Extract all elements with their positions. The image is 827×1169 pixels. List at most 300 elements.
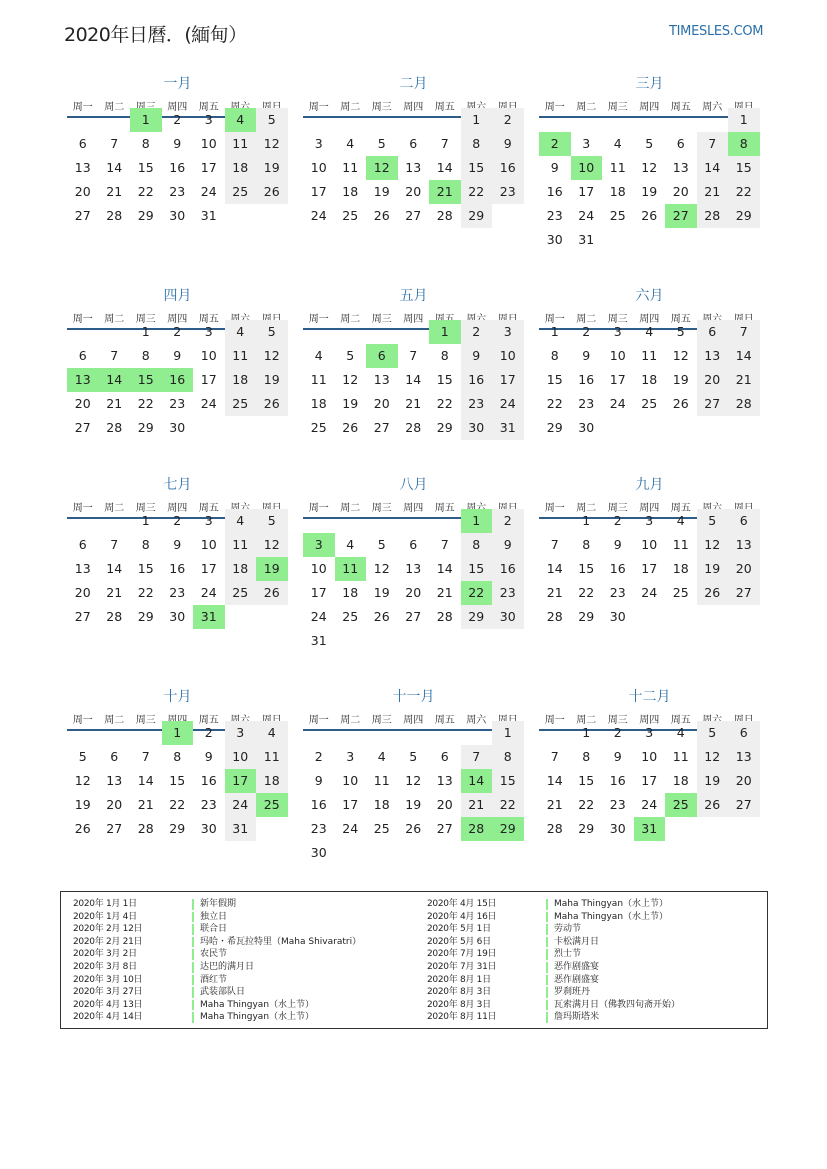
day-cell: 15 [137, 561, 154, 576]
day-cell: 9 [492, 533, 524, 557]
day-cell: 29 [546, 420, 563, 435]
day-cell: 21 [436, 585, 453, 600]
legend-row [427, 961, 757, 974]
weekday-header: 周五 [198, 503, 219, 514]
legend-color-marker [192, 924, 194, 935]
weekday-header: 周三 [135, 314, 156, 325]
day-cell: 31 [578, 232, 595, 247]
month-block [539, 686, 760, 886]
day-cell: 6 [78, 348, 87, 363]
day-cell: 4 [676, 725, 685, 740]
weekday-header: 周五 [670, 102, 691, 113]
day-cell: 24 [578, 208, 595, 223]
legend-date: 2020年 4月 15日 [427, 899, 497, 909]
legend-row [73, 936, 403, 949]
legend-holiday-name: 瓦索满月日（佛教四旬斋开始） [554, 999, 681, 1010]
day-cell: 4 [346, 537, 355, 552]
day-cell: 8 [141, 537, 150, 552]
day-cell: 6 [78, 136, 87, 151]
day-cell: 16 [169, 561, 186, 576]
holiday-day-cell: 31 [634, 817, 666, 841]
day-cell: 16 [609, 561, 626, 576]
site-link[interactable]: TIMESLES.COM [669, 24, 764, 39]
day-cell: 18 [225, 156, 257, 180]
day-cell: 15 [546, 372, 563, 387]
day-cell: 2 [582, 324, 591, 339]
legend-date: 2020年 3月 8日 [73, 962, 137, 972]
day-cell: 7 [110, 348, 119, 363]
day-cell: 19 [256, 156, 288, 180]
day-cell: 6 [728, 721, 760, 745]
day-cell: 21 [106, 396, 123, 411]
month-block [303, 73, 524, 273]
weekday-header: 周四 [167, 503, 188, 514]
day-cell: 21 [405, 396, 422, 411]
legend-holiday-name: 詹玛斯塔米 [554, 1012, 600, 1023]
legend-holiday-name: 卡松满月日 [554, 936, 600, 947]
day-cell: 22 [461, 180, 493, 204]
day-cell: 27 [106, 821, 123, 836]
day-cell: 7 [440, 537, 449, 552]
day-cell: 19 [697, 557, 729, 581]
day-cell: 10 [641, 749, 658, 764]
holiday-day-cell: 29 [492, 817, 524, 841]
day-cell: 13 [74, 160, 91, 175]
legend-holiday-name: Maha Thingyan（水上节） [200, 1012, 315, 1023]
day-cell: 29 [578, 609, 595, 624]
day-cell: 22 [492, 793, 524, 817]
day-cell: 8 [141, 136, 150, 151]
day-cell: 19 [672, 372, 689, 387]
day-cell: 6 [78, 537, 87, 552]
day-cell: 20 [405, 585, 422, 600]
legend-date: 2020年 8月 11日 [427, 1012, 497, 1023]
holiday-day-cell: 1 [162, 721, 194, 745]
day-cell: 22 [137, 396, 154, 411]
day-cell: 20 [373, 396, 390, 411]
day-cell: 18 [342, 184, 359, 199]
holiday-day-cell: 28 [461, 817, 493, 841]
day-cell: 28 [436, 208, 453, 223]
day-cell: 8 [141, 348, 150, 363]
legend-color-marker [546, 962, 548, 973]
month-name: 六月 [635, 288, 664, 304]
weekday-header: 周三 [607, 503, 628, 514]
weekday-header: 周一 [308, 314, 329, 325]
month-name: 二月 [399, 76, 428, 92]
day-cell: 25 [672, 585, 689, 600]
day-cell: 23 [169, 396, 186, 411]
day-cell: 24 [609, 396, 626, 411]
day-cell: 31 [200, 208, 217, 223]
day-cell: 26 [74, 821, 91, 836]
day-cell: 7 [440, 136, 449, 151]
day-cell: 23 [546, 208, 563, 223]
holiday-day-cell: 13 [67, 368, 99, 392]
day-cell: 21 [461, 793, 493, 817]
day-cell: 17 [200, 561, 217, 576]
legend-holiday-name: 玛哈・希瓦拉特里（Maha Shivaratri） [200, 936, 362, 947]
legend-date: 2020年 4月 13日 [73, 999, 143, 1010]
day-cell: 12 [256, 132, 288, 156]
day-cell: 26 [697, 581, 729, 605]
day-cell: 6 [697, 320, 729, 344]
day-cell: 20 [436, 797, 453, 812]
day-cell: 5 [377, 136, 386, 151]
day-cell: 14 [546, 773, 563, 788]
day-cell: 18 [310, 396, 327, 411]
legend-color-marker [192, 1000, 194, 1011]
day-cell: 2 [173, 324, 182, 339]
day-cell: 5 [645, 136, 654, 151]
legend-date: 2020年 8月 3日 [427, 999, 491, 1010]
legend-holiday-name: 农民节 [200, 949, 228, 960]
day-cell: 30 [169, 208, 186, 223]
day-cell: 14 [546, 561, 563, 576]
day-cell: 26 [641, 208, 658, 223]
day-cell: 29 [728, 204, 760, 228]
legend-row [427, 898, 757, 911]
day-cell: 8 [461, 132, 493, 156]
day-cell: 5 [256, 509, 288, 533]
day-cell: 28 [546, 821, 563, 836]
legend-date: 2020年 1月 4日 [73, 911, 137, 922]
day-cell: 27 [74, 420, 91, 435]
day-cell: 31 [225, 817, 257, 841]
legend-color-marker [192, 899, 194, 910]
day-cell: 20 [74, 585, 91, 600]
legend-holiday-name: 武装部队日 [200, 987, 246, 998]
day-cell: 15 [137, 160, 154, 175]
legend-date: 2020年 2月 21日 [73, 936, 143, 947]
day-cell: 2 [173, 112, 182, 127]
day-cell: 24 [200, 184, 217, 199]
legend-color-marker [546, 987, 548, 998]
day-cell: 13 [728, 745, 760, 769]
holiday-day-cell: 8 [728, 132, 760, 156]
day-cell: 10 [492, 344, 524, 368]
legend-holiday-name: 恶作剧盛宴 [554, 962, 600, 972]
day-cell: 20 [672, 184, 689, 199]
day-cell: 20 [697, 368, 729, 392]
day-cell: 10 [200, 537, 217, 552]
day-cell: 29 [461, 204, 493, 228]
day-cell: 15 [728, 156, 760, 180]
weekday-header: 周三 [607, 715, 628, 726]
weekday-header: 周三 [607, 314, 628, 325]
holiday-day-cell: 1 [461, 509, 493, 533]
weekday-header: 周二 [576, 503, 597, 514]
day-cell: 12 [672, 348, 689, 363]
day-cell: 13 [436, 773, 453, 788]
day-cell: 16 [492, 557, 524, 581]
legend-row [73, 986, 403, 999]
day-cell: 6 [409, 537, 418, 552]
holiday-day-cell: 15 [130, 368, 162, 392]
weekday-header: 周一 [308, 715, 329, 726]
day-cell: 29 [461, 605, 493, 629]
day-cell: 27 [74, 609, 91, 624]
day-cell: 7 [141, 749, 150, 764]
day-cell: 9 [461, 344, 493, 368]
legend-holiday-name: 恶作剧盛宴 [554, 974, 600, 985]
day-cell: 18 [609, 184, 626, 199]
day-cell: 10 [609, 348, 626, 363]
header-rule [303, 729, 524, 731]
day-cell: 3 [613, 324, 622, 339]
holiday-day-cell: 3 [303, 533, 335, 557]
day-cell: 2 [314, 749, 323, 764]
day-cell: 30 [609, 609, 626, 624]
month-block [67, 686, 288, 886]
weekday-header: 周一 [544, 503, 565, 514]
day-cell: 3 [645, 725, 654, 740]
day-cell: 9 [314, 773, 323, 788]
weekday-header: 周二 [104, 314, 125, 325]
legend-color-marker [192, 975, 194, 986]
weekday-header: 周一 [72, 314, 93, 325]
day-cell: 17 [492, 368, 524, 392]
day-cell: 3 [204, 513, 213, 528]
legend-row [427, 999, 757, 1012]
day-cell: 24 [310, 609, 327, 624]
holiday-day-cell: 2 [539, 132, 571, 156]
day-cell: 13 [373, 372, 390, 387]
month-block [539, 285, 760, 485]
legend-holiday-name: Maha Thingyan（水上节） [200, 999, 315, 1010]
day-cell: 30 [169, 609, 186, 624]
day-cell: 14 [436, 160, 453, 175]
day-cell: 1 [141, 513, 150, 528]
day-cell: 12 [373, 561, 390, 576]
day-cell: 13 [106, 773, 123, 788]
day-cell: 9 [492, 132, 524, 156]
day-cell: 21 [697, 180, 729, 204]
day-cell: 26 [256, 180, 288, 204]
weekday-header: 周二 [576, 314, 597, 325]
weekday-header: 周二 [340, 102, 361, 113]
day-cell: 30 [310, 845, 327, 860]
legend-date: 2020年 8月 3日 [427, 987, 491, 998]
day-cell: 24 [225, 793, 257, 817]
day-cell: 24 [200, 396, 217, 411]
holiday-day-cell: 31 [193, 605, 225, 629]
day-cell: 9 [173, 348, 182, 363]
day-cell: 27 [436, 821, 453, 836]
day-cell: 17 [641, 561, 658, 576]
day-cell: 27 [405, 609, 422, 624]
day-cell: 25 [373, 821, 390, 836]
month-block [303, 474, 524, 674]
legend-color-marker [546, 1012, 548, 1023]
month-name: 八月 [399, 477, 428, 493]
weekday-header: 周四 [639, 715, 660, 726]
day-cell: 11 [672, 749, 689, 764]
day-cell: 26 [672, 396, 689, 411]
legend-holiday-name: 独立日 [200, 911, 228, 922]
month-name: 一月 [163, 76, 192, 92]
day-cell: 27 [728, 581, 760, 605]
day-cell: 16 [546, 184, 563, 199]
day-cell: 1 [550, 324, 559, 339]
holiday-day-cell: 22 [461, 581, 493, 605]
day-cell: 5 [256, 320, 288, 344]
day-cell: 15 [461, 156, 493, 180]
day-cell: 17 [578, 184, 595, 199]
day-cell: 18 [256, 769, 288, 793]
day-cell: 9 [204, 749, 213, 764]
day-cell: 22 [578, 585, 595, 600]
day-cell: 10 [641, 537, 658, 552]
day-cell: 19 [256, 368, 288, 392]
day-cell: 30 [609, 821, 626, 836]
month-block [67, 285, 288, 485]
day-cell: 26 [405, 821, 422, 836]
day-cell: 25 [609, 208, 626, 223]
day-cell: 12 [256, 344, 288, 368]
holiday-day-cell: 1 [429, 320, 461, 344]
day-cell: 28 [405, 420, 422, 435]
legend-color-marker [546, 937, 548, 948]
day-cell: 17 [641, 773, 658, 788]
legend-date: 2020年 5月 1日 [427, 924, 491, 935]
weekday-header: 周四 [403, 314, 424, 325]
weekday-header: 周二 [104, 715, 125, 726]
weekday-header: 周六 [466, 715, 487, 726]
day-cell: 12 [405, 773, 422, 788]
day-cell: 24 [641, 797, 658, 812]
legend-date: 2020年 3月 2日 [73, 949, 137, 960]
legend-date: 2020年 5月 6日 [427, 936, 491, 947]
day-cell: 12 [697, 745, 729, 769]
day-cell: 18 [225, 368, 257, 392]
weekday-header: 周五 [198, 715, 219, 726]
legend-color-marker [192, 912, 194, 923]
weekday-header: 周四 [167, 102, 188, 113]
day-cell: 16 [578, 372, 595, 387]
month-block [67, 474, 288, 674]
day-cell: 14 [728, 344, 760, 368]
day-cell: 23 [492, 581, 524, 605]
day-cell: 18 [641, 372, 658, 387]
day-cell: 4 [314, 348, 323, 363]
day-cell: 13 [697, 344, 729, 368]
month-block [539, 474, 760, 674]
day-cell: 17 [310, 184, 327, 199]
day-cell: 20 [728, 769, 760, 793]
weekday-header: 周二 [340, 503, 361, 514]
legend-row [427, 911, 757, 924]
day-cell: 6 [409, 136, 418, 151]
day-cell: 3 [582, 136, 591, 151]
month-name: 十一月 [392, 689, 435, 705]
day-cell: 20 [106, 797, 123, 812]
month-name: 九月 [635, 477, 664, 493]
day-cell: 1 [728, 108, 760, 132]
day-cell: 20 [728, 557, 760, 581]
day-cell: 19 [373, 585, 390, 600]
weekday-header: 周四 [403, 102, 424, 113]
day-cell: 23 [169, 585, 186, 600]
header-rule [539, 116, 760, 118]
day-cell: 31 [492, 416, 524, 440]
day-cell: 31 [310, 633, 327, 648]
day-cell: 6 [728, 509, 760, 533]
day-cell: 27 [697, 392, 729, 416]
weekday-header: 周三 [135, 503, 156, 514]
day-cell: 25 [641, 396, 658, 411]
legend-row [73, 999, 403, 1012]
day-cell: 10 [200, 348, 217, 363]
legend-holiday-name: 酒红节 [200, 974, 228, 985]
legend-color-marker [192, 949, 194, 960]
day-cell: 23 [310, 821, 327, 836]
weekday-header: 周一 [72, 715, 93, 726]
day-cell: 11 [225, 533, 257, 557]
day-cell: 15 [578, 561, 595, 576]
day-cell: 5 [346, 348, 355, 363]
day-cell: 20 [74, 184, 91, 199]
day-cell: 24 [200, 585, 217, 600]
day-cell: 7 [110, 537, 119, 552]
day-cell: 22 [169, 797, 186, 812]
legend-holiday-name: Maha Thingyan（水上节） [554, 911, 669, 922]
legend-color-marker [546, 975, 548, 986]
day-cell: 25 [310, 420, 327, 435]
weekday-header: 周五 [670, 715, 691, 726]
day-cell: 16 [492, 156, 524, 180]
day-cell: 7 [461, 745, 493, 769]
day-cell: 28 [106, 609, 123, 624]
holiday-day-cell: 27 [665, 204, 697, 228]
day-cell: 2 [613, 513, 622, 528]
holiday-legend [60, 891, 768, 1029]
holiday-day-cell: 21 [429, 180, 461, 204]
day-cell: 15 [578, 773, 595, 788]
weekday-header: 周五 [198, 314, 219, 325]
day-cell: 5 [256, 108, 288, 132]
day-cell: 11 [225, 344, 257, 368]
legend-date: 2020年 8月 1日 [427, 974, 491, 985]
day-cell: 30 [169, 420, 186, 435]
day-cell: 4 [346, 136, 355, 151]
day-cell: 28 [106, 208, 123, 223]
day-cell: 10 [200, 136, 217, 151]
legend-color-marker [192, 937, 194, 948]
day-cell: 25 [225, 180, 257, 204]
day-cell: 25 [342, 208, 359, 223]
weekday-header: 周一 [544, 102, 565, 113]
day-cell: 29 [436, 420, 453, 435]
day-cell: 17 [200, 372, 217, 387]
page-title: 2020年日曆．(緬甸） [64, 24, 247, 46]
day-cell: 17 [200, 160, 217, 175]
day-cell: 14 [106, 160, 123, 175]
month-name: 七月 [163, 477, 192, 493]
holiday-day-cell: 10 [571, 156, 603, 180]
day-cell: 15 [492, 769, 524, 793]
day-cell: 22 [137, 184, 154, 199]
legend-row [427, 936, 757, 949]
day-cell: 28 [697, 204, 729, 228]
day-cell: 20 [74, 396, 91, 411]
day-cell: 27 [74, 208, 91, 223]
day-cell: 22 [137, 585, 154, 600]
day-cell: 7 [728, 320, 760, 344]
day-cell: 17 [609, 372, 626, 387]
day-cell: 4 [676, 513, 685, 528]
day-cell: 15 [436, 372, 453, 387]
